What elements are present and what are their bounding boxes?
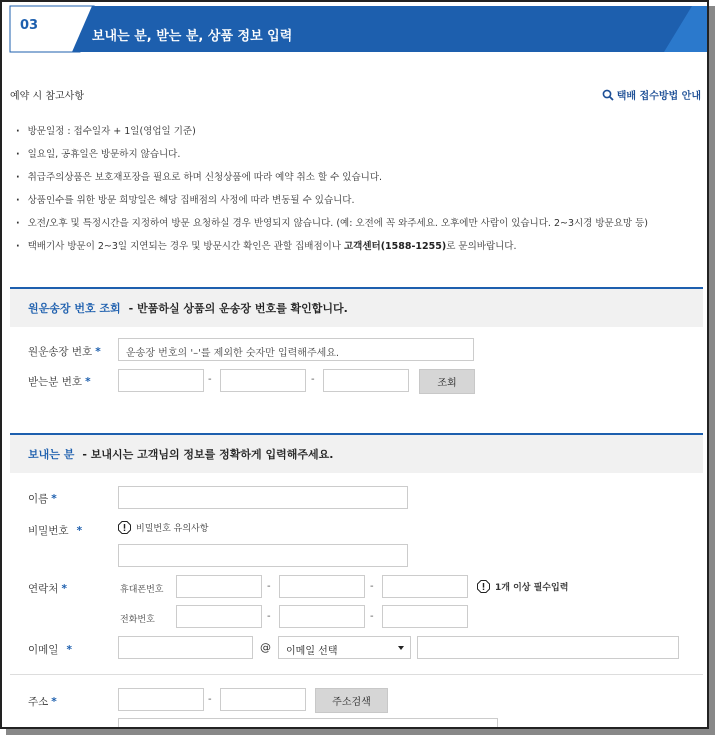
password-label: [28, 523, 82, 538]
label-text: 원운송장 번호: [28, 346, 93, 358]
zipcode-input-2[interactable]: [220, 688, 306, 711]
customer-center-text: 고객센터(1588-1255): [344, 241, 447, 252]
mobile-input-2[interactable]: [279, 575, 365, 598]
name-input[interactable]: [118, 486, 408, 509]
address-label: [28, 694, 57, 709]
waybill-section-title: 원운송장 번호 조회: [28, 302, 121, 315]
email-domain-input[interactable]: [417, 636, 679, 659]
note-text: 로 문의바랍니다.: [446, 241, 517, 252]
phone-input-1[interactable]: [176, 605, 262, 628]
required-mark: *: [85, 376, 91, 388]
search-icon: [602, 89, 614, 101]
reference-notes: [16, 120, 648, 258]
sender-section-title: 보내는 분: [28, 448, 75, 461]
address-search-button[interactable]: 주소검색: [315, 688, 388, 713]
note-item: · 취급주의상품은 보호재포장을 필요로 하며 신청상품에 따라 예약 취소 할 수 있습니다.: [16, 166, 648, 189]
divider: [10, 674, 703, 675]
sender-section-desc: - 보내시는 고객님의 정보를 정확하게 입력해주세요.: [82, 448, 334, 461]
step-title: 보내는 분, 받는 분, 상품 정보 입력: [92, 29, 293, 44]
required-mark: *: [51, 696, 57, 708]
note-item: · 방문일정 : 접수일자 + 1일(영업일 기준): [16, 120, 648, 143]
mobile-input-1[interactable]: [176, 575, 262, 598]
dash-separator: -: [267, 581, 271, 592]
email-select-value: 이메일 선택: [286, 646, 338, 657]
lookup-button[interactable]: 조회: [419, 369, 475, 394]
phone-input-3[interactable]: [382, 605, 468, 628]
dash-separator: -: [208, 374, 212, 385]
warning-icon: [118, 521, 131, 534]
email-label: [28, 642, 72, 657]
mobile-input-3[interactable]: [382, 575, 468, 598]
receiver-number-input-1[interactable]: [118, 369, 204, 392]
required-mark: *: [76, 525, 83, 537]
delivery-guide-link[interactable]: [602, 87, 701, 102]
password-notice-text: 비밀번호 유의사항: [136, 524, 209, 534]
required-mark: *: [95, 346, 101, 358]
step-number: 03: [20, 18, 39, 33]
dash-separator: -: [370, 581, 374, 592]
waybill-section-desc: - 반품하실 상품의 운송장 번호를 확인합니다.: [128, 302, 348, 315]
label-text: 비밀번호: [28, 525, 69, 537]
note-item: · 상품인수를 위한 방문 희망일은 해당 집배점의 사정에 따라 변동될 수 있습니다.: [16, 189, 648, 212]
name-label: [28, 491, 57, 506]
required-mark: *: [61, 583, 67, 595]
note-item: · 일요일, 공휴일은 방문하지 않습니다.: [16, 143, 648, 166]
chevron-down-icon: [398, 646, 404, 650]
password-notice[interactable]: [118, 521, 208, 534]
note-text: 택배기사 방문이 2~3일 지연되는 경우 및 방문시간 확인은 관할 집배점이나: [27, 241, 344, 252]
warning-icon: [477, 580, 490, 593]
receiver-number-input-2[interactable]: [220, 369, 306, 392]
label-text: 이메일: [28, 644, 59, 656]
dash-separator: -: [208, 694, 212, 705]
required-mark: *: [51, 493, 57, 505]
zipcode-input-1[interactable]: [118, 688, 204, 711]
sender-section-header: [10, 433, 703, 473]
contact-label: [28, 581, 67, 596]
dash-separator: -: [311, 374, 315, 385]
receiver-number-label: [28, 374, 91, 389]
contact-notice: [477, 580, 568, 593]
note-item: · 오전/오후 및 특정시간을 지정하여 방문 요청하실 경우 반영되지 않습니다. (예: 오전에 꼭 와주세요. 오후에만 사람이 있습니다. 2~3시경 방문요망 등): [16, 212, 648, 235]
guide-link-label: 택배 접수방법 안내: [616, 91, 701, 102]
label-text: 받는분 번호: [28, 376, 83, 388]
password-input[interactable]: [118, 544, 408, 567]
receiver-number-input-3[interactable]: [323, 369, 409, 392]
reference-title: 예약 시 참고사항: [10, 91, 84, 102]
label-text: 주소: [28, 696, 49, 708]
dash-separator: -: [370, 611, 374, 622]
label-text: 연락처: [28, 583, 59, 595]
label-text: 이름: [28, 493, 49, 505]
required-mark: *: [66, 644, 72, 656]
email-at-sign: @: [260, 641, 271, 654]
phone-label: 전화번호: [120, 615, 155, 625]
email-id-input[interactable]: [118, 636, 253, 659]
email-domain-select[interactable]: [278, 636, 411, 659]
mobile-label: 휴대폰번호: [120, 585, 164, 595]
waybill-number-input[interactable]: 운송장 번호의 '–'를 제외한 숫자만 입력해주세요.: [118, 338, 474, 361]
phone-input-2[interactable]: [279, 605, 365, 628]
contact-notice-text: 1개 이상 필수입력: [495, 583, 569, 593]
waybill-section-header: [10, 287, 703, 327]
dash-separator: -: [267, 611, 271, 622]
address-detail-input[interactable]: [118, 718, 498, 729]
note-item: [16, 235, 648, 258]
waybill-number-label: [28, 344, 101, 359]
